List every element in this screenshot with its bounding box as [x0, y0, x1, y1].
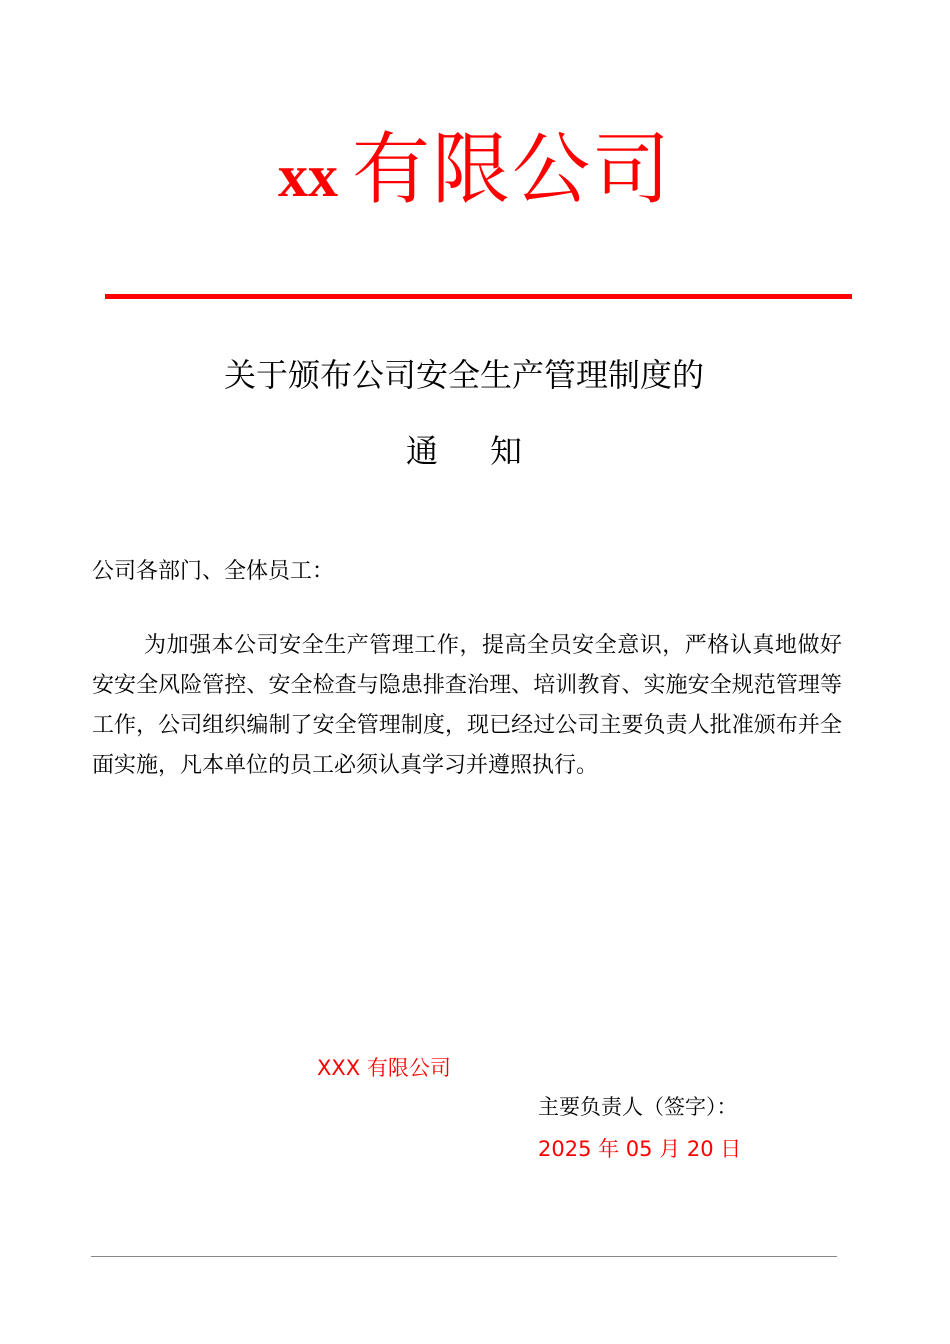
- notice-title-char-2: 知: [490, 432, 523, 470]
- company-name-header: [0, 120, 950, 226]
- company-name-cjk: 有限公司: [351, 125, 672, 215]
- notice-title-char-1: 通: [405, 432, 438, 470]
- header-red-divider: [105, 294, 852, 299]
- notice-title-suffix: [0, 426, 928, 476]
- salutation: 公司各部门、全体员工：: [92, 559, 335, 584]
- notice-body-paragraph: 为加强本公司安全生产管理工作，提高全员安全意识，严格认真地做好安安全风险管控、安全检查与隐患排查治理、培训教育、实施安全规范管理等工作，公司组织编制了安全管理制度，现已经过公司主要负责人批准颁布并全面实施，凡本单位的员工必须认真学习并遵照执行。: [92, 633, 842, 778]
- notice-title: 关于颁布公司安全生产管理制度的: [223, 356, 704, 394]
- company-name-latin: xx: [277, 143, 338, 209]
- signature-date: 2025 年 05 月 20 日: [538, 1137, 742, 1161]
- signature-person-label: 主要负责人（签字）：: [538, 1095, 738, 1119]
- footer-divider: [91, 1256, 837, 1257]
- signature-company: XXX 有限公司: [317, 1056, 451, 1080]
